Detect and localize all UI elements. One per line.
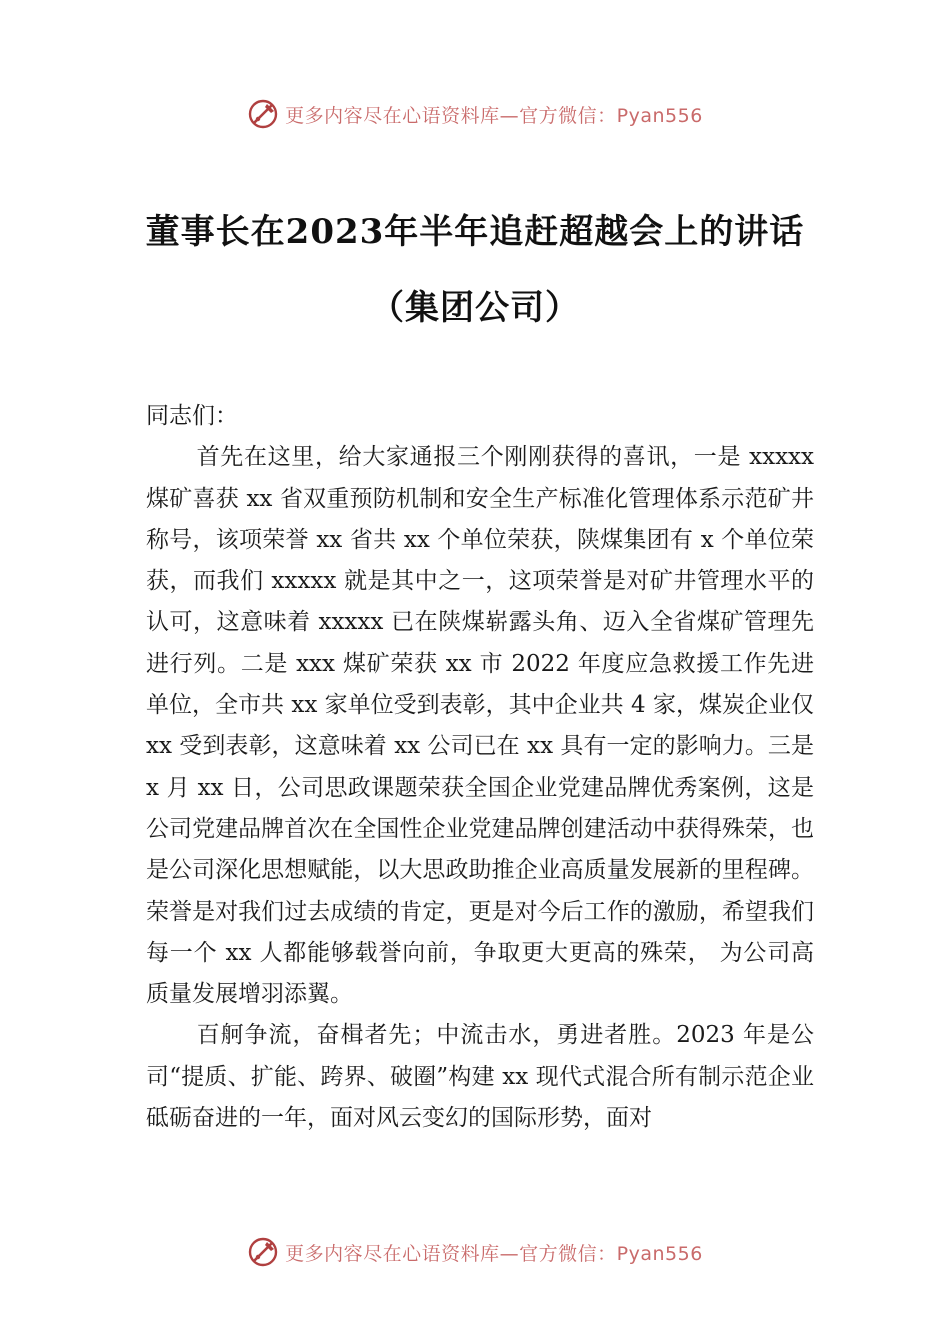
paragraph: 百舸争流，奋楫者先；中流击水，勇进者胜。2023 年是公司“提质、扩能、跨界、破圈”构建 xx 现代式混合所有制示范企业砥砺奋进的一年，面对风云变幻的国际形势，面对: [146, 1022, 814, 1132]
salutation: 同志们：: [146, 403, 238, 429]
paragraph: 首先在这里，给大家通报三个刚刚获得的喜讯，一是 xxxxx 煤矿喜获 xx 省双重预防机制和安全生产标准化管理体系示范矿井称号，该项荣誉 xx 省共 xx 个单位荣获，陕煤集团有 x 个单位荣获，而我们 xxxxx 就是其中之一，这项荣誉是对矿井管理水平的认可，这意味着 xxxxx 已在陕煤崭露头角、迈入全省煤矿管理先进行列。二是 xxx 煤矿荣获 xx 市 2022 年度应急救援工作先进单位，全市共 xx 家单位受到表彰，其中企业共 4 家，煤炭企业仅 xx 受到表彰，这意味着 xx 公司已在 xx 具有一定的影响力。三是 x 月 xx 日，公司思政课题荣获全国企业党建品牌优秀案例，这是公司党建品牌首次在全国性企业党建品牌创建活动中获得殊荣，也是公司深化思想赋能，以大思政助推企业高质量发展新的里程碑。 荣誉是对我们过去成绩的肯定，更是对今后工作的激励，希望我们每一个 xx 人都能够载誉向前，争取更大更高的殊荣， 为公司高质量发展增羽添翼。: [146, 444, 814, 1008]
pen-seal-logo: [247, 98, 279, 130]
document-subtitle: （集团公司）: [370, 288, 580, 328]
header-banner: [0, 94, 950, 134]
pen-seal-logo: [247, 1236, 279, 1268]
header-banner-text: 更多内容尽在心语资料库—官方微信：Pyan556: [285, 104, 703, 127]
footer-banner: [0, 1232, 950, 1272]
document-title: 董事长在2023年半年追赶超越会上的讲话: [145, 212, 805, 252]
footer-banner-text: 更多内容尽在心语资料库—官方微信：Pyan556: [285, 1242, 703, 1265]
document-body: [146, 396, 814, 1139]
